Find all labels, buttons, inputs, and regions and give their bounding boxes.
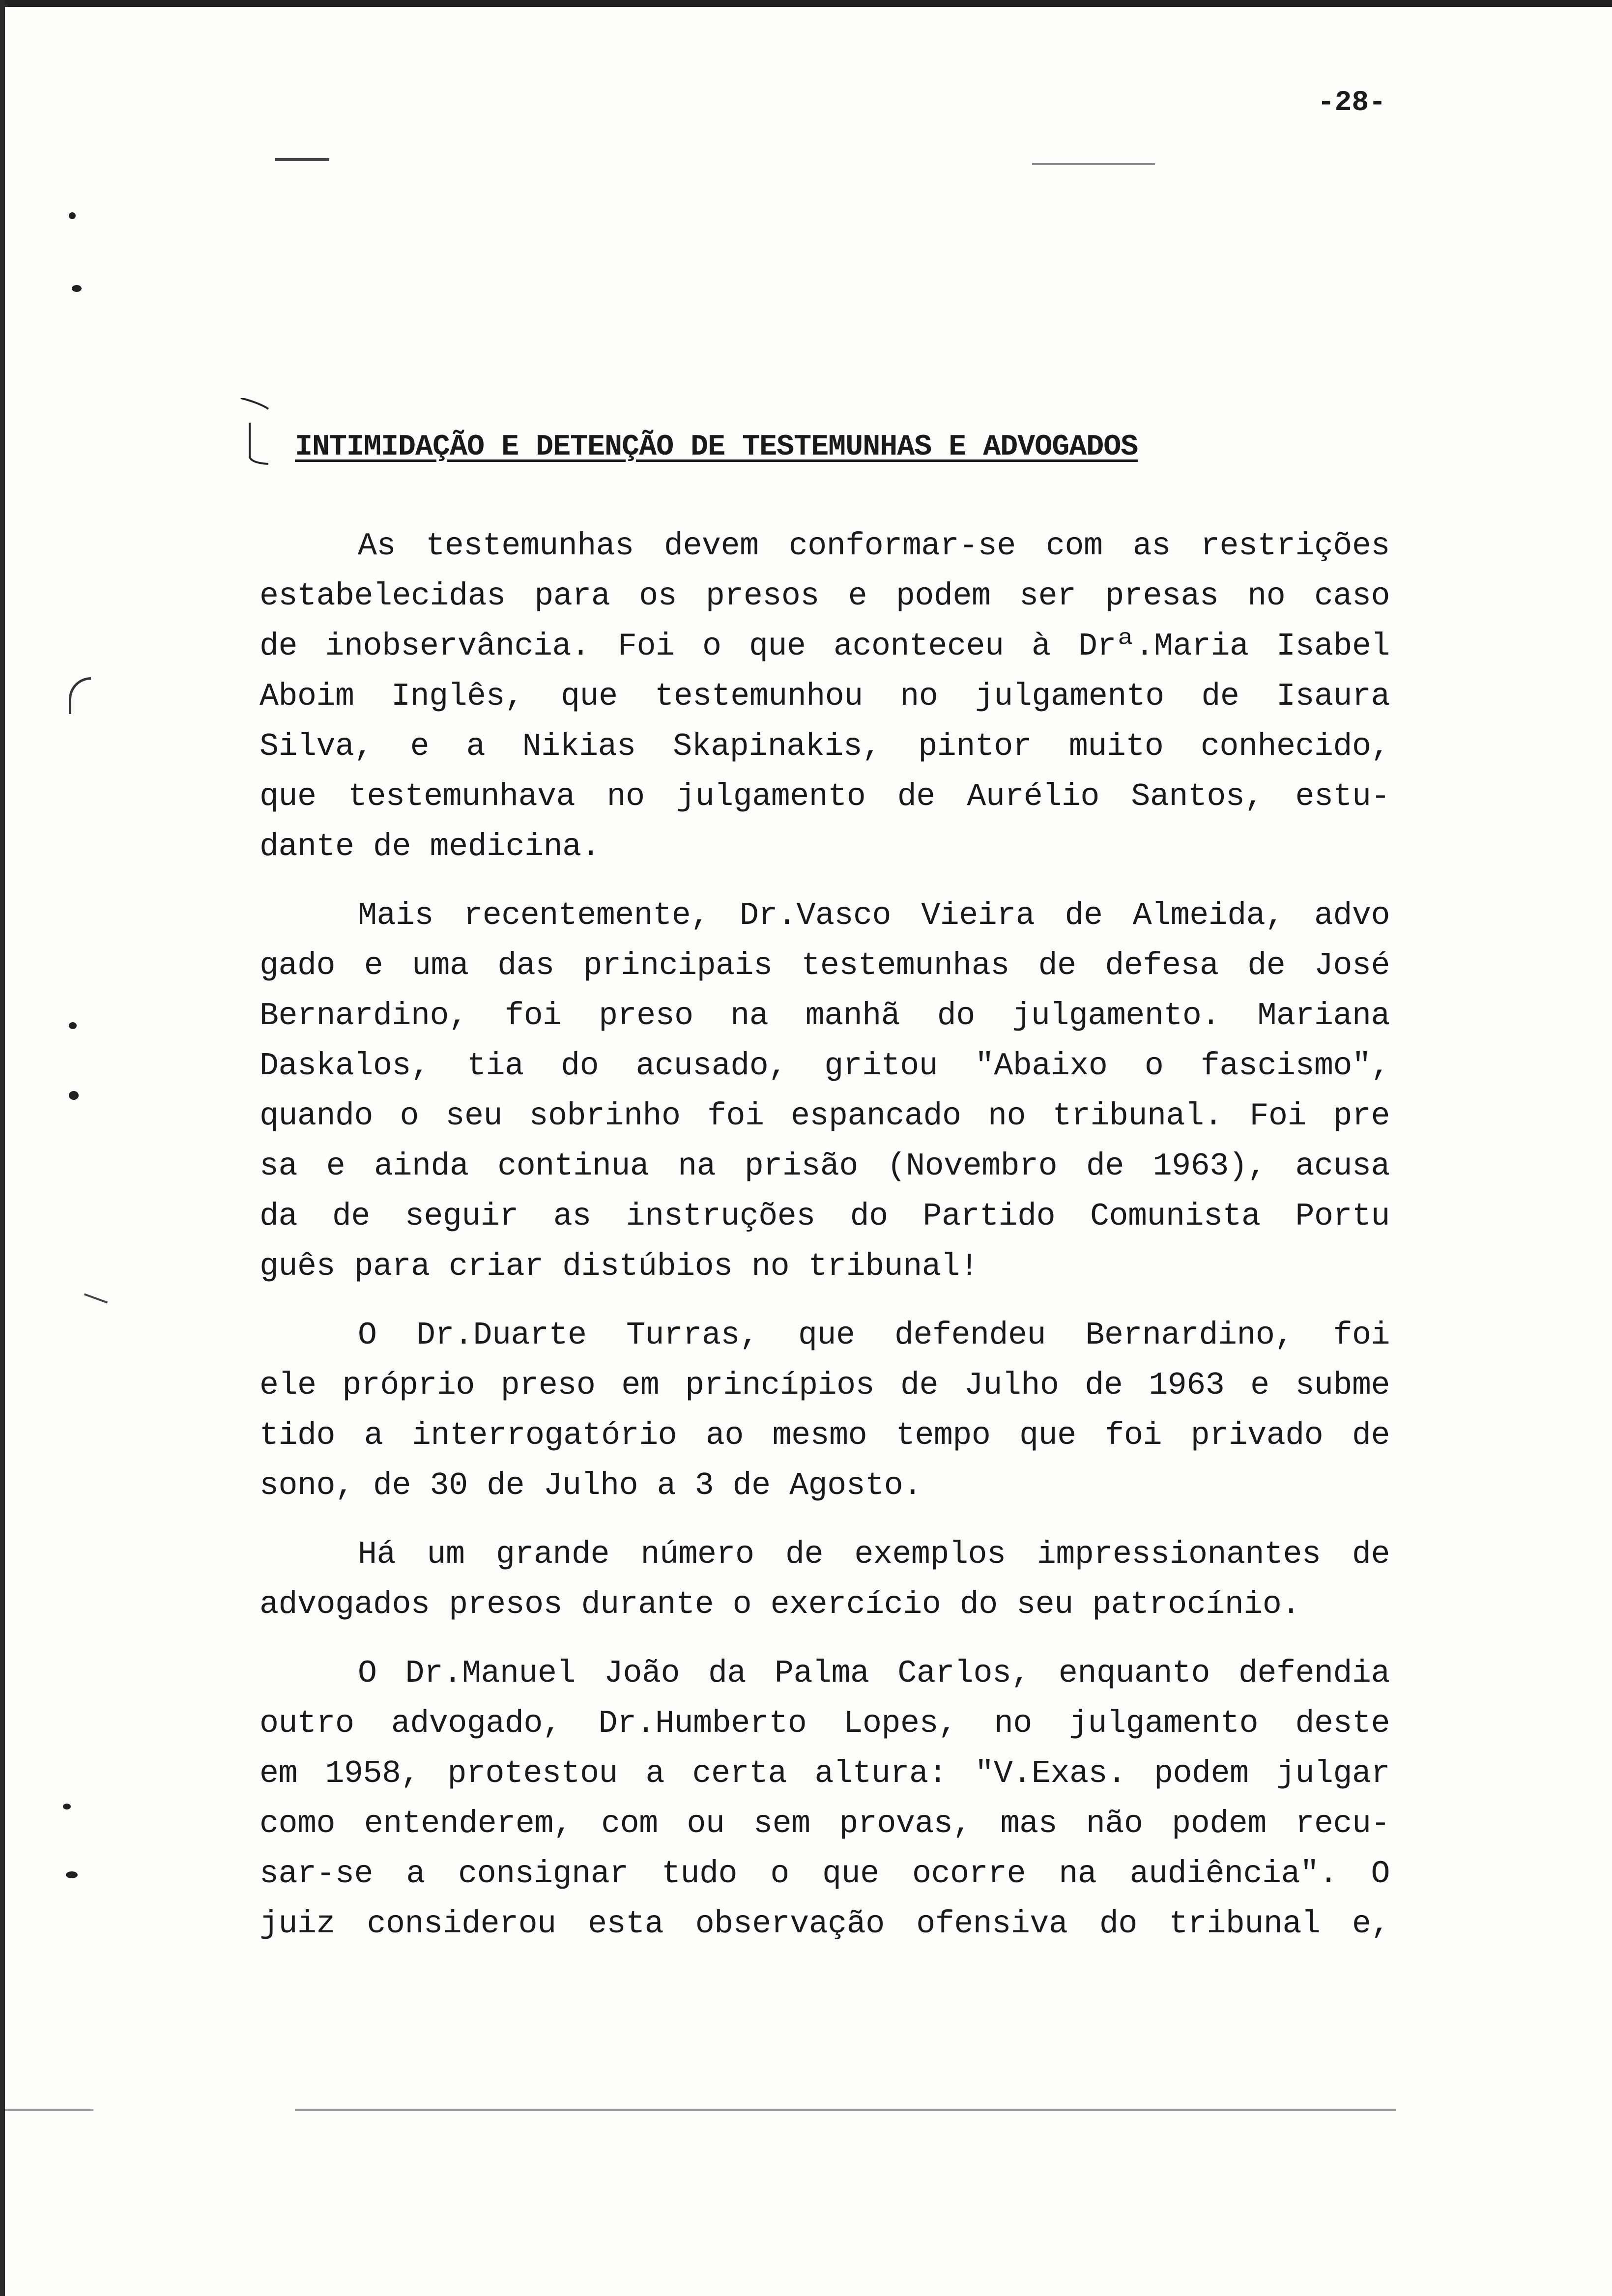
bottom-rule [295,2109,1396,2111]
paragraph [259,1310,1390,1511]
punch-hole-mark [69,212,76,219]
text-line: quando o seu sobrinho foi espancado no tribunal. Foi pre [259,1098,1390,1134]
text-line: de inobservância. Foi o que aconteceu à Drª.Maria Isabel [259,628,1390,664]
text-line: estabelecidas para os presos e podem ser presas no caso [259,578,1390,614]
text-line: sono, de 30 de Julho a 3 de Agosto. [259,1467,922,1504]
text-line: outro advogado, Dr.Humberto Lopes, no julgamento deste [259,1705,1390,1742]
scan-left-edge [0,0,5,2296]
text-line: As testemunhas devem conformar-se com as restrições [358,528,1390,564]
text-line: advogados presos durante o exercício do seu patrocínio. [259,1586,1300,1623]
body-text [259,521,1390,1968]
text-line: da de seguir as instruções do Partido Comunista Portu [259,1198,1390,1234]
paragraph [259,890,1390,1292]
text-line: tido a interrogatório ao mesmo tempo que foi privado de [259,1417,1390,1454]
punch-hole-mark [69,1091,79,1100]
scan-smudge [275,158,329,161]
bracket-mark [240,398,269,467]
paragraph [259,521,1390,872]
punch-hole-mark [72,285,82,292]
text-line: Mais recentemente, Dr.Vasco Vieira de Almeida, advo [358,897,1390,934]
text-line: Daskalos, tia do acusado, gritou "Abaixo o fascismo", [259,1048,1390,1084]
page-number: -28- [1317,87,1386,119]
text-line: Há um grande número de exemplos impressionantes de [358,1536,1390,1573]
text-line: em 1958, protestou a certa altura: "V.Exas. podem julgar [259,1755,1390,1792]
text-line: O Dr.Duarte Turras, que defendeu Bernardino, foi [358,1317,1390,1353]
scan-margin-mark [69,677,91,714]
scan-smudge [1032,163,1155,165]
text-line: sa e ainda continua na prisão (Novembro de 1963), acusa [259,1148,1390,1184]
scan-smudge [84,1293,108,1304]
bottom-rule-left [5,2109,93,2111]
paragraph [259,1648,1390,1949]
text-line: O Dr.Manuel João da Palma Carlos, enquanto defendia [358,1655,1390,1692]
text-line: ele próprio preso em princípios de Julho de 1963 e subme [259,1367,1390,1404]
punch-hole-mark [69,1022,77,1029]
text-line: juiz considerou esta observação ofensiva do tribunal e, [259,1906,1390,1942]
text-line: como entenderem, com ou sem provas, mas não podem recu- [259,1806,1390,1842]
section-heading: INTIMIDAÇÃO E DETENÇÃO DE TESTEMUNHAS E ADVOGADOS [295,430,1138,464]
paragraph [259,1529,1390,1630]
text-line: Silva, e a Nikias Skapinakis, pintor muito conhecido, [259,728,1390,765]
text-line: guês para criar distúbios no tribunal! [259,1248,979,1285]
text-line: Aboim Inglês, que testemunhou no julgamento de Isaura [259,678,1390,715]
text-line: gado e uma das principais testemunhas de defesa de José [259,947,1390,984]
punch-hole-mark [63,1804,71,1809]
text-line: que testemunhava no julgamento de Aurélio Santos, estu- [259,778,1390,815]
text-line: dante de medicina. [259,829,601,865]
text-line: sar-se a consignar tudo o que ocorre na audiência". O [259,1856,1390,1892]
scan-top-edge [0,0,1612,7]
text-line: Bernardino, foi preso na manhã do julgamento. Mariana [259,998,1390,1034]
punch-hole-mark [66,1871,78,1878]
